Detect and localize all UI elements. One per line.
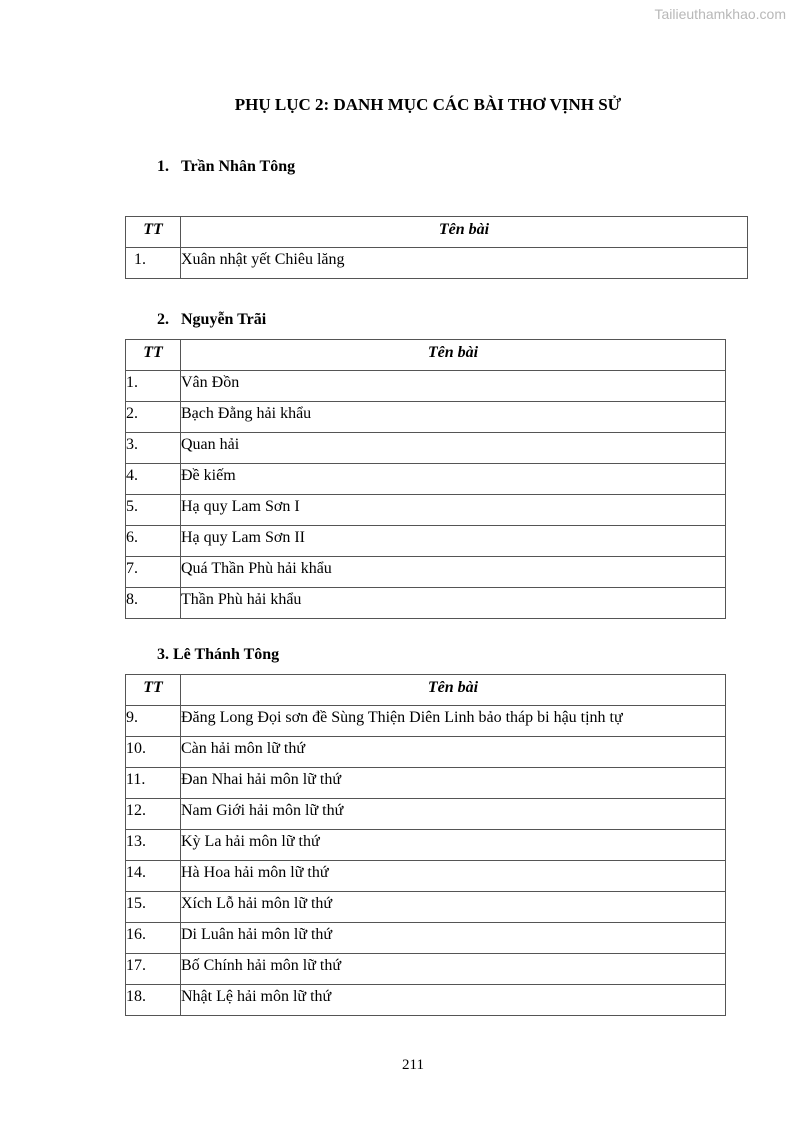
table-row bbox=[126, 706, 726, 737]
row-tt: 13. bbox=[126, 830, 181, 861]
table-row bbox=[126, 768, 726, 799]
row-tt: 7. bbox=[126, 557, 181, 588]
poem-table-1 bbox=[125, 216, 748, 279]
row-name: Di Luân hải môn lữ thứ bbox=[181, 923, 726, 954]
row-name: Đăng Long Đọi sơn đề Sùng Thiện Diên Linh bảo tháp bi hậu tịnh tự bbox=[181, 706, 726, 737]
row-tt: 18. bbox=[126, 985, 181, 1016]
poem-table-2 bbox=[125, 339, 726, 619]
page-title: PHỤ LỤC 2: DANH MỤC CÁC BÀI THƠ VỊNH SỬ bbox=[234, 95, 622, 114]
page-number: 211 bbox=[402, 1057, 424, 1073]
row-tt: 4. bbox=[126, 464, 181, 495]
row-name: Hạ quy Lam Sơn I bbox=[181, 495, 726, 526]
column-header-name: Tên bài bbox=[181, 675, 726, 706]
table-row bbox=[126, 861, 726, 892]
table-row bbox=[126, 402, 726, 433]
section-heading-1 bbox=[157, 158, 295, 176]
column-header-name: Tên bài bbox=[181, 340, 726, 371]
section-number: 3. bbox=[157, 646, 169, 663]
section-author: Lê Thánh Tông bbox=[173, 646, 280, 663]
column-header-name: Tên bài bbox=[181, 217, 748, 248]
row-name: Kỳ La hải môn lữ thứ bbox=[181, 830, 726, 861]
row-name: Xích Lỗ hải môn lữ thứ bbox=[181, 892, 726, 923]
row-name: Đan Nhai hải môn lữ thứ bbox=[181, 768, 726, 799]
column-header-tt: TT bbox=[126, 340, 181, 371]
row-tt: 1. bbox=[126, 248, 181, 279]
section-author: Nguyễn Trãi bbox=[181, 311, 267, 328]
section-heading-3 bbox=[157, 646, 279, 664]
table-row bbox=[126, 433, 726, 464]
table-row bbox=[126, 892, 726, 923]
table-row bbox=[126, 248, 748, 279]
table-row bbox=[126, 830, 726, 861]
table-row bbox=[126, 526, 726, 557]
table-row bbox=[126, 495, 726, 526]
row-name: Nhật Lệ hải môn lữ thứ bbox=[181, 985, 726, 1016]
table-header-row bbox=[126, 675, 726, 706]
table-header-row bbox=[126, 217, 748, 248]
row-name: Vân Đồn bbox=[181, 371, 726, 402]
row-name: Đề kiếm bbox=[181, 464, 726, 495]
table-header-row bbox=[126, 340, 726, 371]
row-tt: 3. bbox=[126, 433, 181, 464]
row-name: Hà Hoa hải môn lữ thứ bbox=[181, 861, 726, 892]
row-tt: 1. bbox=[126, 371, 181, 402]
watermark-text: Tailieuthamkhao.com bbox=[654, 6, 786, 22]
row-tt: 17. bbox=[126, 954, 181, 985]
row-name: Bố Chính hải môn lữ thứ bbox=[181, 954, 726, 985]
table-row bbox=[126, 923, 726, 954]
table-row bbox=[126, 954, 726, 985]
table-row bbox=[126, 557, 726, 588]
row-name: Nam Giới hải môn lữ thứ bbox=[181, 799, 726, 830]
row-tt: 12. bbox=[126, 799, 181, 830]
row-tt: 16. bbox=[126, 923, 181, 954]
row-tt: 5. bbox=[126, 495, 181, 526]
table-row bbox=[126, 737, 726, 768]
row-tt: 2. bbox=[126, 402, 181, 433]
row-name: Thần Phù hải khẩu bbox=[181, 588, 726, 619]
table-row bbox=[126, 588, 726, 619]
section-author: Trần Nhân Tông bbox=[181, 158, 296, 175]
row-tt: 6. bbox=[126, 526, 181, 557]
table-row bbox=[126, 371, 726, 402]
row-tt: 15. bbox=[126, 892, 181, 923]
row-tt: 14. bbox=[126, 861, 181, 892]
row-name: Xuân nhật yết Chiêu lăng bbox=[181, 248, 748, 279]
poem-table-3 bbox=[125, 674, 726, 1016]
row-name: Quá Thần Phù hải khẩu bbox=[181, 557, 726, 588]
section-number: 2. bbox=[157, 311, 169, 328]
table-row bbox=[126, 799, 726, 830]
column-header-tt: TT bbox=[126, 217, 181, 248]
row-tt: 9. bbox=[126, 706, 181, 737]
row-name: Bạch Đằng hải khẩu bbox=[181, 402, 726, 433]
column-header-tt: TT bbox=[126, 675, 181, 706]
row-tt: 8. bbox=[126, 588, 181, 619]
row-name: Quan hải bbox=[181, 433, 726, 464]
row-name: Hạ quy Lam Sơn II bbox=[181, 526, 726, 557]
table-row bbox=[126, 464, 726, 495]
row-name: Càn hải môn lữ thứ bbox=[181, 737, 726, 768]
row-tt: 11. bbox=[126, 768, 181, 799]
table-row bbox=[126, 985, 726, 1016]
section-heading-2 bbox=[157, 311, 266, 329]
section-number: 1. bbox=[157, 158, 169, 175]
row-tt: 10. bbox=[126, 737, 181, 768]
